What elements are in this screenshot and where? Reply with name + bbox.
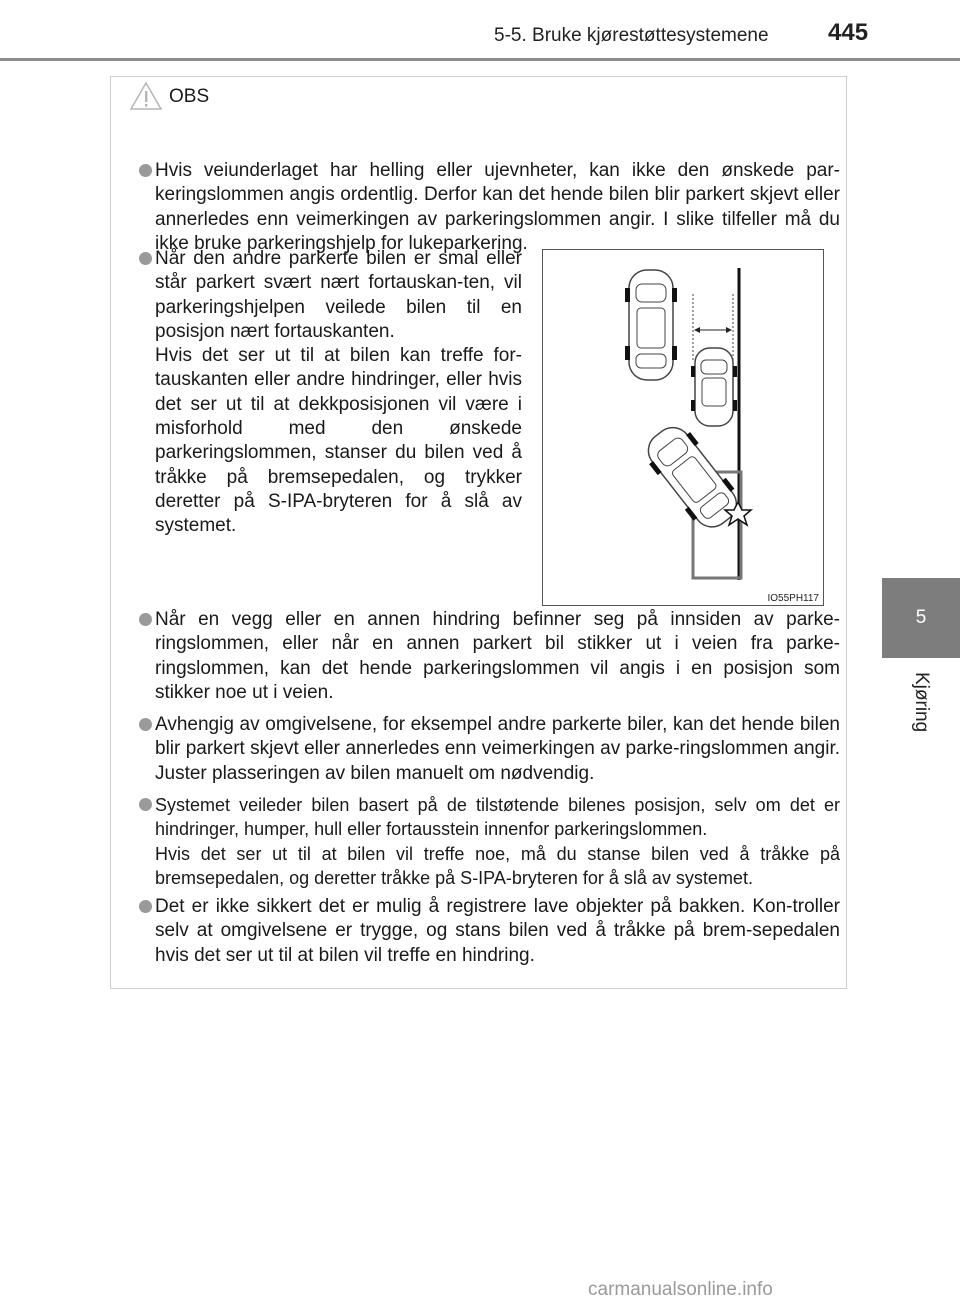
list-item [139,608,840,705]
bullet-icon [139,900,152,913]
item-text: Det er ikke sikkert det er mulig å registrere lave objekter på bakken. Kon-troller selv at omgivelsene er trygge, og stans bilen ved å tråkke på brem-sepedalen hvis det ser ut til at bilen vil treffe en hindring. [155,896,840,966]
parking-illustration [542,249,824,606]
list-item [139,713,840,786]
figure-code: IO55PH117 [767,593,819,604]
list-item [139,793,840,890]
list-item [139,895,840,968]
chapter-label-area [882,658,960,758]
caution-header [129,81,209,111]
item-text: Hvis veiunderlaget har helling eller ujevnheter, kan ikke den ønskede par-keringslommen angis ordentlig. Derfor kan det hende bilen blir parkert skjevt eller annerledes enn veimerkingen av parkeringslommen angir. I slike tilfeller må du ikke bruke parkeringshjelp for lukeparkering. [155,160,840,254]
bullet-icon [139,718,152,731]
bullet-icon [139,164,152,177]
item-text: Når den andre parkerte bilen er smal eller står parkert svært nært fortauskan-ten, vil parkeringshjelpen veilede bilen til en posisjon nært fortauskanten. [155,248,522,342]
watermark: carmanualsonline.info [588,1279,773,1300]
bullet-icon [139,252,152,265]
caution-title: OBS [169,86,210,107]
chapter-tab[interactable] [882,578,960,658]
header-divider [0,58,960,61]
parked-car-narrow [691,348,737,426]
item-text: Systemet veileder bilen basert på de tilstøtende bilenes posisjon, selv om det er hindringer, humper, hull eller fortausstein innenfor parkeringslommen. [155,795,840,840]
item-text: Når en vegg eller en annen hindring befinner seg på innsiden av parke-ringslommen, eller når en annen parkert bil stikker ut i veien fra parke-ringslommen, kan det hende parkeringslommen vil angis i en posisjon som stikker noe ut i veien. [155,609,840,703]
parking-diagram [543,250,823,605]
item-text: Avhengig av omgivelsene, for eksempel andre parkerte biler, kan det hende bilen blir parkert skjevt eller annerledes enn veimerkingen av parke-ringslommen angir. Juster plasseringen av bilen manuelt om nødvendig. [155,714,840,784]
parked-car-front [625,270,677,380]
item-text: Hvis det ser ut til at bilen kan treffe for-tauskanten eller andre hindringer, eller hvis det ser ut til at dekkposisjonen vil være i misforhold med den ønskede parkeringslommen, stanser du bilen ved å tråkke på bremsepedalen, og trykker deretter på S-IPA-bryteren for å slå av systemet. [155,345,522,537]
chapter-label: Kjøring [911,672,932,733]
chapter-number: 5 [915,607,927,628]
bullet-icon [139,613,152,626]
caution-box [110,76,847,989]
list-item [139,159,840,256]
item-text: Hvis det ser ut til at bilen vil treffe noe, må du stanse bilen ved å tråkke på bremsepedalen, og deretter tråkke på S-IPA-bryteren for å slå av systemet. [155,843,840,888]
list-item [139,247,522,539]
page-number: 445 [828,19,869,46]
bullet-icon [139,798,152,811]
section-title: 5-5. Bruke kjørestøttesystemene [494,25,769,46]
warning-triangle-icon [129,81,163,111]
